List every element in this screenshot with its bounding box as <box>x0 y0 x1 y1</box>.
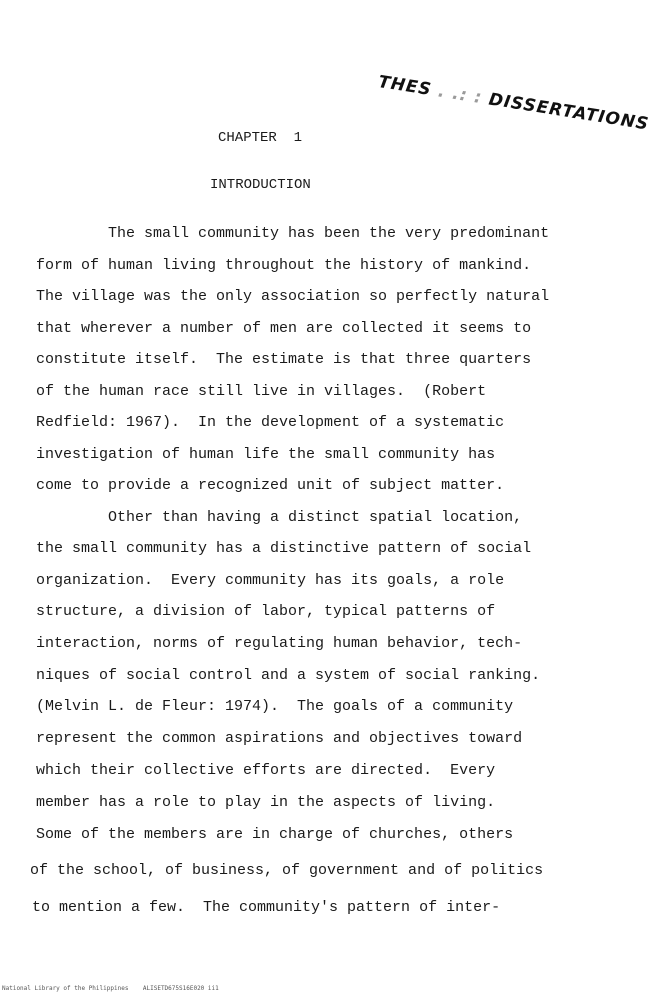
text-line: interaction, norms of regulating human behavior, tech- <box>36 635 523 652</box>
text-line: organization. Every community has its goals, a role <box>36 572 505 589</box>
scan-footer: National Library of the Philippines ALISETD675S16E020 ii1 <box>2 985 219 992</box>
theses-dissertations-stamp: THES . .: : DISSERTATIONS <box>376 72 650 135</box>
text-line: The small community has been the very predominant <box>36 225 550 242</box>
text-line: of the school, of business, of government and of politics <box>30 862 544 879</box>
text-line: Redfield: 1967). In the development of a systematic <box>36 414 505 431</box>
text-line: (Melvin L. de Fleur: 1974). The goals of a community <box>36 698 514 715</box>
text-line: investigation of human life the small community has <box>36 446 496 463</box>
text-line: the small community has a distinctive pattern of social <box>36 540 532 557</box>
text-line: structure, a division of labor, typical patterns of <box>36 603 496 620</box>
text-line: member has a role to play in the aspects of living. <box>36 794 496 811</box>
text-line: to mention a few. The community's pattern of inter- <box>32 899 501 916</box>
text-line: which their collective efforts are directed. Every <box>36 762 496 779</box>
text-line: The village was the only association so perfectly natural <box>36 288 550 305</box>
text-line: Some of the members are in charge of churches, others <box>36 826 514 843</box>
text-line: form of human living throughout the history of mankind. <box>36 257 532 274</box>
text-line: of the human race still live in villages. (Robert <box>36 383 487 400</box>
text-line: represent the common aspirations and objectives toward <box>36 730 523 747</box>
chapter-heading: CHAPTER 1 <box>218 130 303 146</box>
stamp-text-part1: THES <box>376 72 434 101</box>
text-line: constitute itself. The estimate is that three quarters <box>36 351 532 368</box>
text-line: come to provide a recognized unit of subject matter. <box>36 477 505 494</box>
section-heading: INTRODUCTION <box>210 177 311 193</box>
stamp-text-part2: DISSERTATIONS <box>487 89 650 135</box>
text-line: Other than having a distinct spatial location, <box>36 509 523 526</box>
text-line: that wherever a number of men are collected it seems to <box>36 320 532 337</box>
text-line: niques of social control and a system of social ranking. <box>36 667 541 684</box>
